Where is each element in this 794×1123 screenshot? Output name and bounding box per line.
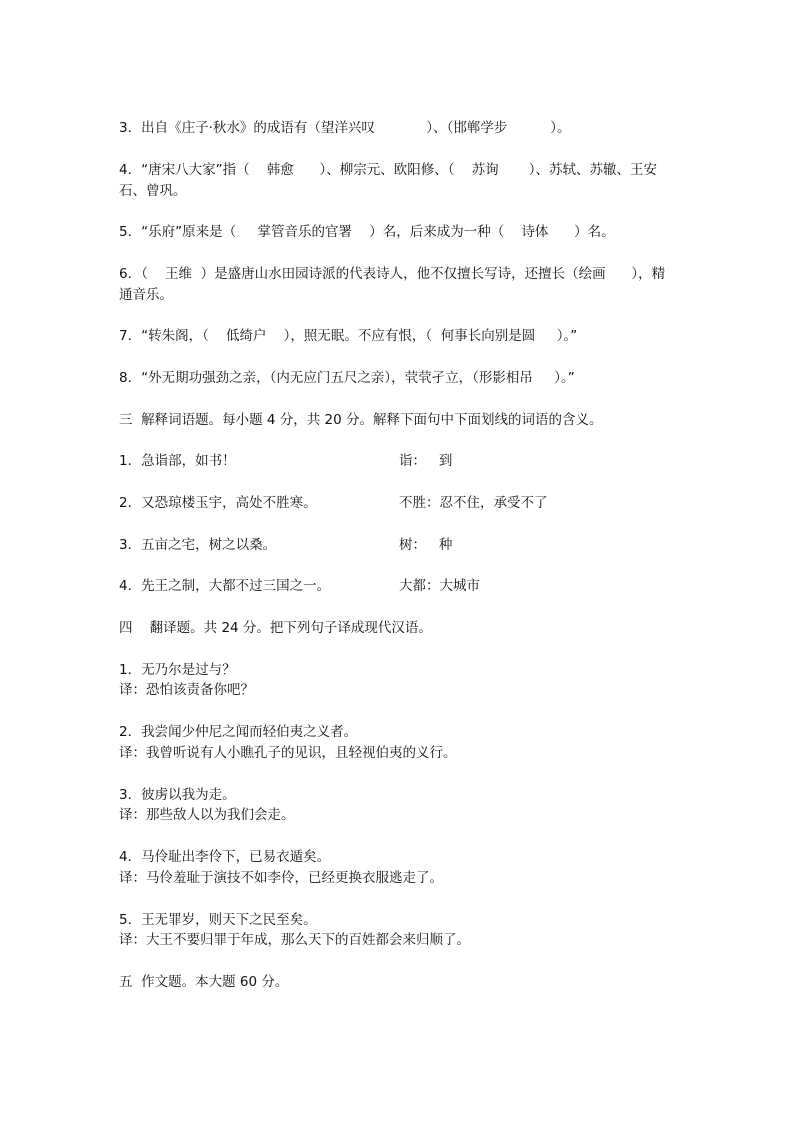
translation-answer-4: 译：马伶羞耻于演技不如李伶，已经更换衣服逃走了。 [119,870,443,886]
word-explanation-sentence-4: 4．先王之制，大都不过三国之一。 [119,578,331,594]
fill-in-question-8: 8．“外无期功强劲之亲，（内无应门五尺之亲），茕茕孑立，（形影相吊 ）。” [119,370,575,386]
translation-original-4: 4．马伶耻出李伶下，已易衣遁矣。 [119,849,331,865]
fill-in-question-5: 5．“乐府”原来是（ 掌管音乐的官署 ）名，后来成为一种（ 诗体 ）名。 [119,224,615,240]
translation-answer-5: 译：大王不要归罪于年成，那么天下的百姓都会来归顺了。 [119,932,470,948]
section-4-heading: 四 翻译题。共 24 分。把下列句子译成现代汉语。 [119,620,432,636]
translation-original-1: 1．无乃尔是过与？ [119,662,236,678]
word-explanation-answer-1: 诣： 到 [399,453,453,469]
section-5-heading: 五 作文题。本大题 60 分。 [119,974,289,990]
section-3-heading: 三 解释词语题。每小题 4 分，共 20 分。解释下面句中下面划线的词语的含义。 [119,412,603,428]
fill-in-question-6-line-1: 6．（ 王维 ）是盛唐山水田园诗派的代表诗人，他不仅擅长写诗，还擅长（绘画 ），精 [119,266,666,282]
word-explanation-answer-2: 不胜：忍不住，承受不了 [399,495,548,511]
fill-in-question-6-line-2: 通音乐。 [119,287,173,303]
fill-in-question-4-line-2: 石、曾巩。 [119,183,187,199]
fill-in-question-3: 3．出自《庄子·秋水》的成语有（望洋兴叹 ）、（邯郸学步 ）。 [119,120,571,136]
fill-in-question-7: 7．“转朱阁，（ 低绮户 ），照无眠。不应有恨，（ 何事长向别是圆 ）。” [119,328,578,344]
fill-in-question-4-line-1: 4．“唐宋八大家”指（ 韩愈 ）、柳宗元、欧阳修、（ 苏询 ）、苏轼、苏辙、王安 [119,162,657,178]
word-explanation-sentence-2: 2．又恐琼楼玉宇，高处不胜寒。 [119,495,317,511]
word-explanation-sentence-3: 3．五亩之宅，树之以桑。 [119,537,277,553]
word-explanation-answer-4: 大都：大城市 [399,578,480,594]
translation-original-5: 5．王无罪岁，则天下之民至矣。 [119,912,317,928]
translation-original-2: 2．我尝闻少仲尼之闻而轻伯夷之义者。 [119,724,358,740]
word-explanation-answer-3: 树： 种 [399,537,453,553]
translation-answer-2: 译：我曾听说有人小瞧孔子的见识，且轻视伯夷的义行。 [119,745,457,761]
translation-answer-1: 译：恐怕该责备你吧？ [119,682,254,698]
word-explanation-sentence-1: 1．急诣部，如书！ [119,453,236,469]
translation-original-3: 3．彼虏以我为走。 [119,787,236,803]
translation-answer-3: 译：那些敌人以为我们会走。 [119,807,295,823]
